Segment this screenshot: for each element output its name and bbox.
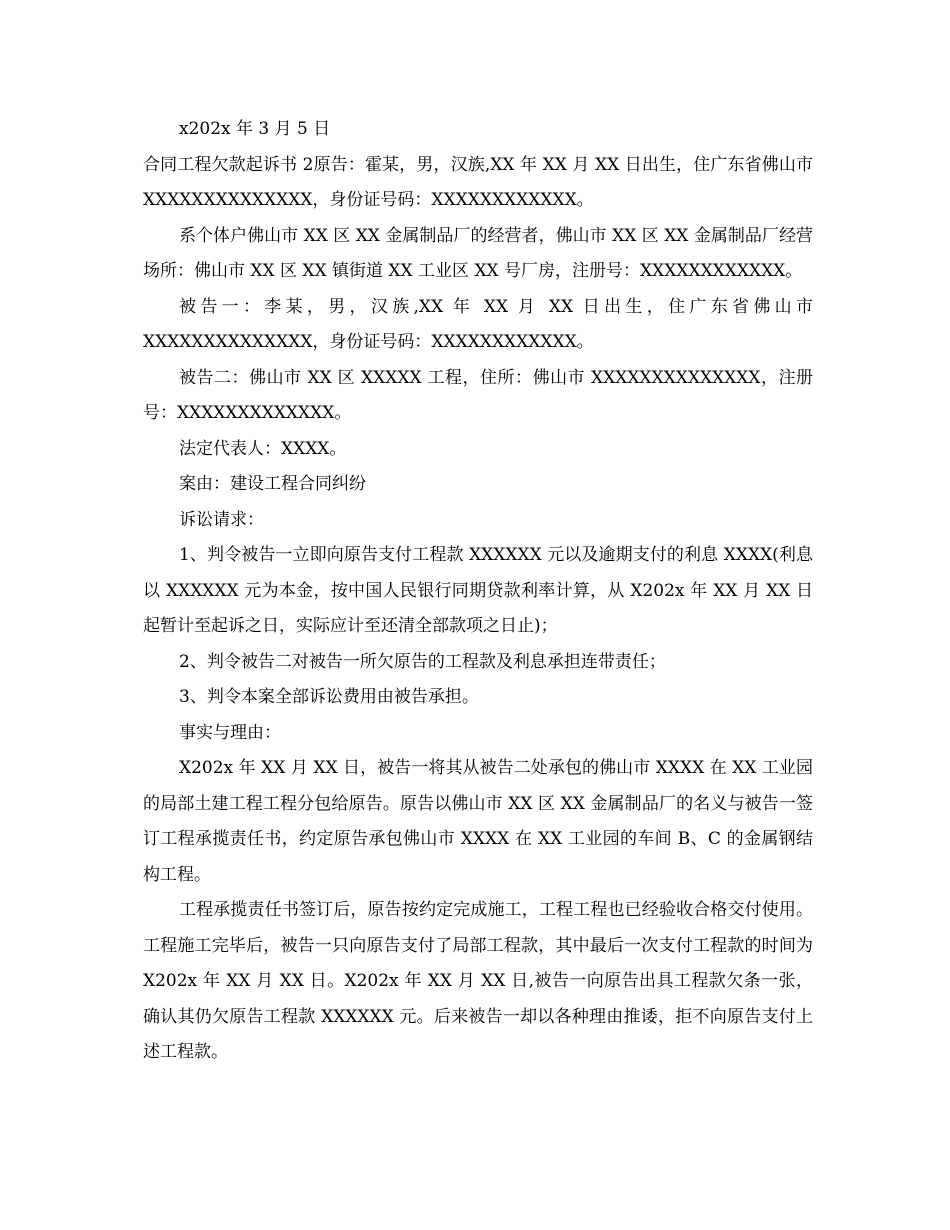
defendant-two: 被告二：佛山市 XX 区 XXXXX 工程，住所：佛山市 XXXXXXXXXXXXXX，注册号：XXXXXXXXXXXXX。: [143, 367, 813, 423]
document-title: 合同工程欠款起诉书 2: [143, 154, 314, 175]
defendant-one: 被告一：李某，男，汉族,XX 年 XX 月 XX 日出生，住广东省佛山市 XXXXXXXXXXXXXX，身份证号码：XXXXXXXXXXXX。: [143, 296, 813, 352]
facts-paragraph: X202x 年 XX 月 XX 日，被告一将其从被告二处承包的佛山市 XXXX 在 XX 工业园的局部土建工程工程分包给原告。原告以佛山市 XX 区 XX 金属制品厂的名义与被告一签订工程承揽责任书，约定原告承包佛山市 XXXX 在 XX 工业园的车间 B、C 的金属钢结构工程。: [143, 758, 813, 885]
plaintiff-info: 原告：霍某，男，汉族,XX 年 XX 月 XX 日出生，住广东省佛山市 XXXXXXXXXXXXXX，身份证号码：XXXXXXXXXXXX。: [143, 154, 813, 210]
claim-item: 2、判令被告二对被告一所欠原告的工程款及利息承担连带责任；: [179, 651, 666, 672]
facts-paragraph: 工程承揽责任书签订后，原告按约定完成施工，工程工程也已经验收合格交付使用。工程施工完毕后，被告一只向原告支付了局部工程款，其中最后一次支付工程款的时间为 X202x 年 XX 月 XX 日。X202x 年 XX 月 XX 日,被告一向原告出具工程款欠条一张，确认其仍欠原告工程款 XXXXXX 元。后来被告一却以各种理由推诿，拒不向原告支付上述工程款。: [143, 900, 813, 1062]
plaintiff-business: 系个体户佛山市 XX 区 XX 金属制品厂的经营者，佛山市 XX 区 XX 金属制品厂经营场所：佛山市 XX 区 XX 镇街道 XX 工业区 XX 号厂房，注册号：XXXXXXXXXXXX。: [143, 225, 813, 281]
facts-heading: 事实与理由：: [179, 722, 281, 743]
date-line: x202x 年 3 月 5 日: [179, 119, 331, 139]
claims-heading: 诉讼请求：: [179, 509, 264, 530]
legal-representative: 法定代表人：XXXX。: [179, 438, 347, 459]
claim-item: 3、判令本案全部诉讼费用由被告承担。: [179, 687, 479, 707]
claim-item: 1、判令被告一立即向原告支付工程款 XXXXXX 元以及逾期支付的利息 XXXX(利息以 XXXXXX 元为本金，按中国人民银行同期贷款利率计算，从 X202x 年 XX 月 XX 日起暂计至起诉之日，实际应计至还清全部款项之日止)；: [143, 545, 813, 636]
case-cause: 案由：建设工程合同纠纷: [179, 474, 366, 494]
title-and-plaintiff: [143, 148, 813, 219]
document-body: [143, 112, 813, 1071]
